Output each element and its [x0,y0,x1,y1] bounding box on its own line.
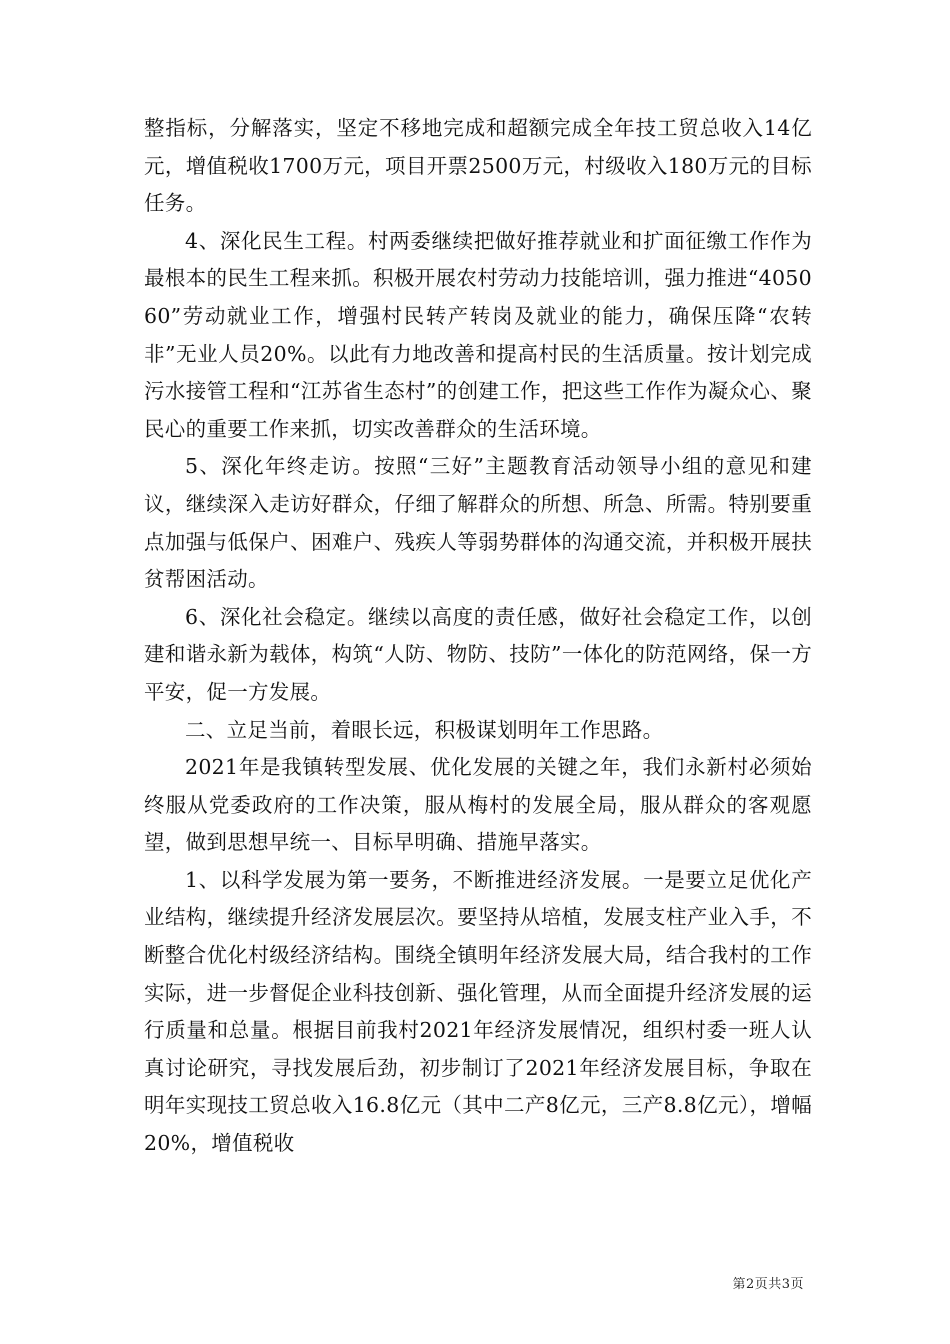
document-body [144,110,812,1163]
paragraph-continuation: 整指标，分解落实，坚定不移地完成和超额完成全年技工贸总收入14亿元，增值税收1700万元，项目开票2500万元，村级收入180万元的目标任务。 [144,116,812,216]
paragraph-item-6: 6、深化社会稳定。继续以高度的责任感，做好社会稳定工作，以创建和谐永新为载体，构筑“人防、物防、技防”一体化的防范网络，保一方平安，促一方发展。 [144,604,812,704]
page-number-footer: 第2页共3页 [732,1277,804,1292]
paragraph-item-4: 4、深化民生工程。村两委继续把做好推荐就业和扩面征缴工作作为最根本的民生工程来抓。积极开展农村劳动力技能培训，强力推进“405060”劳动就业工作，增强村民转产转岗及就业的能力，确保压降“农转非”无业人员20%。以此有力地改善和提高村民的生活质量。按计划完成污水接管工程和“江苏省生态村”的创建工作，把这些工作作为凝众心、聚民心的重要工作来抓，切实改善群众的生活环境。 [144,228,812,441]
section-heading-2: 二、立足当前，着眼长远，积极谋划明年工作思路。 [185,717,664,742]
paragraph-item-5: 5、深化年终走访。按照“三好”主题教育活动领导小组的意见和建议，继续深入走访好群众，仔细了解群众的所想、所急、所需。特别要重点加强与低保户、困难户、残疾人等弱势群体的沟通交流，并积极开展扶贫帮困活动。 [144,454,812,592]
paragraph-item-1: 1、以科学发展为第一要务，不断推进经济发展。一是要立足优化产业结构，继续提升经济发展层次。要坚持从培植，发展支柱产业入手，不断整合优化村级经济结构。围绕全镇明年经济发展大局，结合我村的工作实际，进一步督促企业科技创新、强化管理，从而全面提升经济发展的运行质量和总量。根据目前我村2021年经济发展情况，组织村委一班人认真讨论研究，寻找发展后劲，初步制订了2021年经济发展目标，争取在明年实现技工贸总收入16.8亿元（其中二产8亿元，三产8.8亿元），增幅20%，增值税收 [144,867,812,1156]
paragraph-intro-2021: 2021年是我镇转型发展、优化发展的关键之年，我们永新村必须始终服从党委政府的工作决策，服从梅村的发展全局，服从群众的客观愿望，做到思想早统一、目标早明确、措施早落实。 [144,755,812,855]
